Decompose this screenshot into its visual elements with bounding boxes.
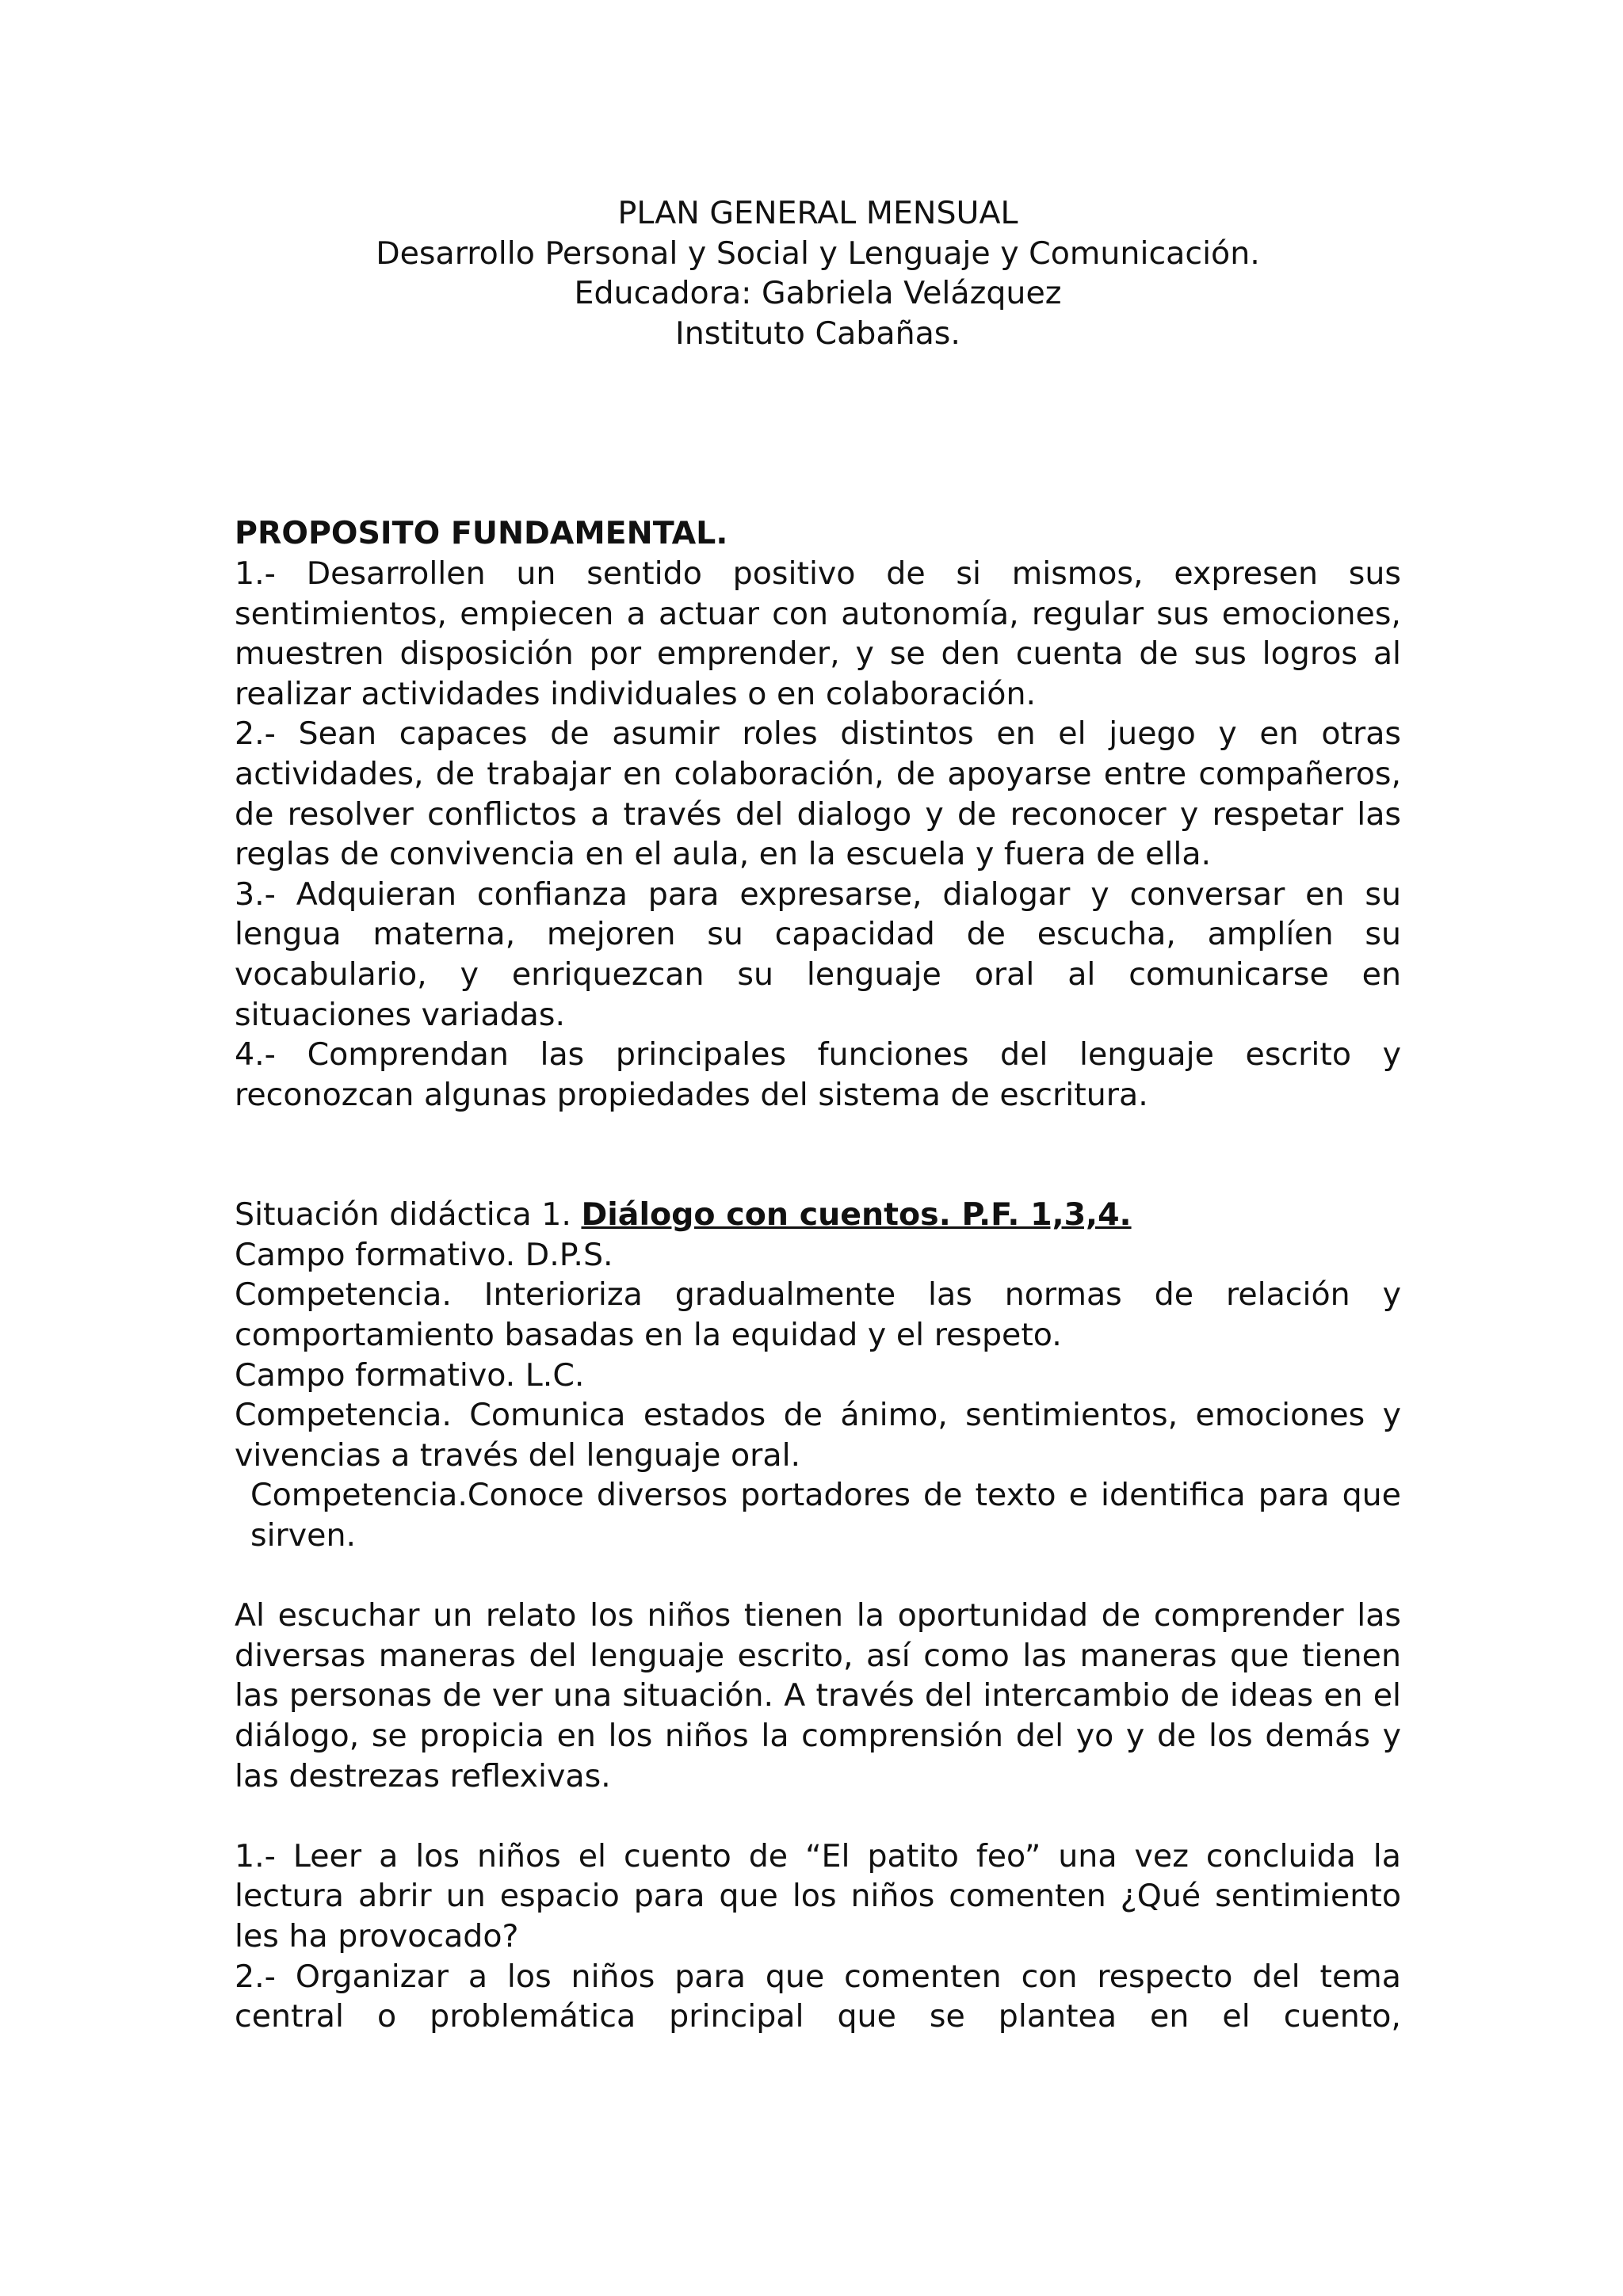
situation-title: Diálogo con cuentos. P.F. 1,3,4. — [581, 1196, 1132, 1234]
spacer — [235, 1556, 1401, 1596]
competence-lc-1: Competencia. Comunica estados de ánimo, sentimientos, emociones y vivencias a través del lenguaje oral. — [235, 1397, 1401, 1474]
formative-field-dps: Campo formativo. D.P.S. — [235, 1236, 613, 1273]
educator-line: Educadora: Gabriela Velázquez — [574, 275, 1062, 312]
purpose-item-3: 3.- Adquieran confianza para expresarse, dialogar y conversar en su lengua materna, mejoren su capacidad de escucha, amplíen su vocabulario, y enriquezcan su lenguaje oral al comunicarse en situaciones variadas. — [235, 875, 1401, 1033]
document-body — [235, 193, 1401, 2037]
purpose-item-1: 1.- Desarrollen un sentido positivo de si mismos, expresen sus sentimientos, empiecen a actuar con autonomía, regular sus emociones, muestren disposición por emprender, y se den cuenta de sus logros al realizar actividades individuales o en colaboración. — [235, 555, 1401, 712]
purpose-heading: PROPOSITO FUNDAMENTAL. — [235, 515, 728, 552]
purpose-item-2: 2.- Sean capaces de asumir roles distintos en el juego y en otras actividades, de trabajar en colaboración, de apoyarse entre compañeros, de resolver conflictos a través del dialogo y de reconocer y respetar las reglas de convivencia en el aula, en la escuela y fuera de ella. — [235, 715, 1401, 873]
document-subtitle: Desarrollo Personal y Social y Lenguaje y Comunicación. — [376, 235, 1260, 272]
competence-dps: Competencia. Interioriza gradualmente las normas de relación y comportamiento basadas en la equidad y el respeto. — [235, 1276, 1401, 1354]
competence-lc-2: Competencia.Conoce diversos portadores de texto e identifica para que sirven. — [250, 1477, 1401, 1554]
document-header — [235, 193, 1401, 353]
spacer — [235, 1796, 1401, 1836]
activity-1: 1.- Leer a los niños el cuento de “El patito feo” una vez concluida la lectura abrir un espacio para que los niños comenten ¿Qué sentimiento les ha provocado? — [235, 1837, 1401, 1955]
situation-intro: Al escuchar un relato los niños tienen la oportunidad de comprender las diversas maneras del lenguaje escrito, así como las maneras que tienen las personas de ver una situación. A través del intercambio de ideas en el diálogo, se propicia en los niños la comprensión del yo y de los demás y las destrezas reflexivas. — [235, 1597, 1401, 1794]
situation-label: Situación didáctica 1. — [235, 1196, 571, 1234]
purpose-item-4: 4.- Comprendan las principales funciones del lenguaje escrito y reconozcan algunas propiedades del sistema de escritura. — [235, 1036, 1401, 1113]
document-title: PLAN GENERAL MENSUAL — [617, 195, 1018, 231]
activity-2: 2.- Organizar a los niños para que comenten con respecto del tema central o problemática principal que se plantea en el cuento, — [235, 1958, 1401, 2035]
situation-heading — [235, 1195, 1401, 1235]
institute-line: Instituto Cabañas. — [675, 315, 960, 352]
formative-field-lc: Campo formativo. L.C. — [235, 1356, 585, 1394]
